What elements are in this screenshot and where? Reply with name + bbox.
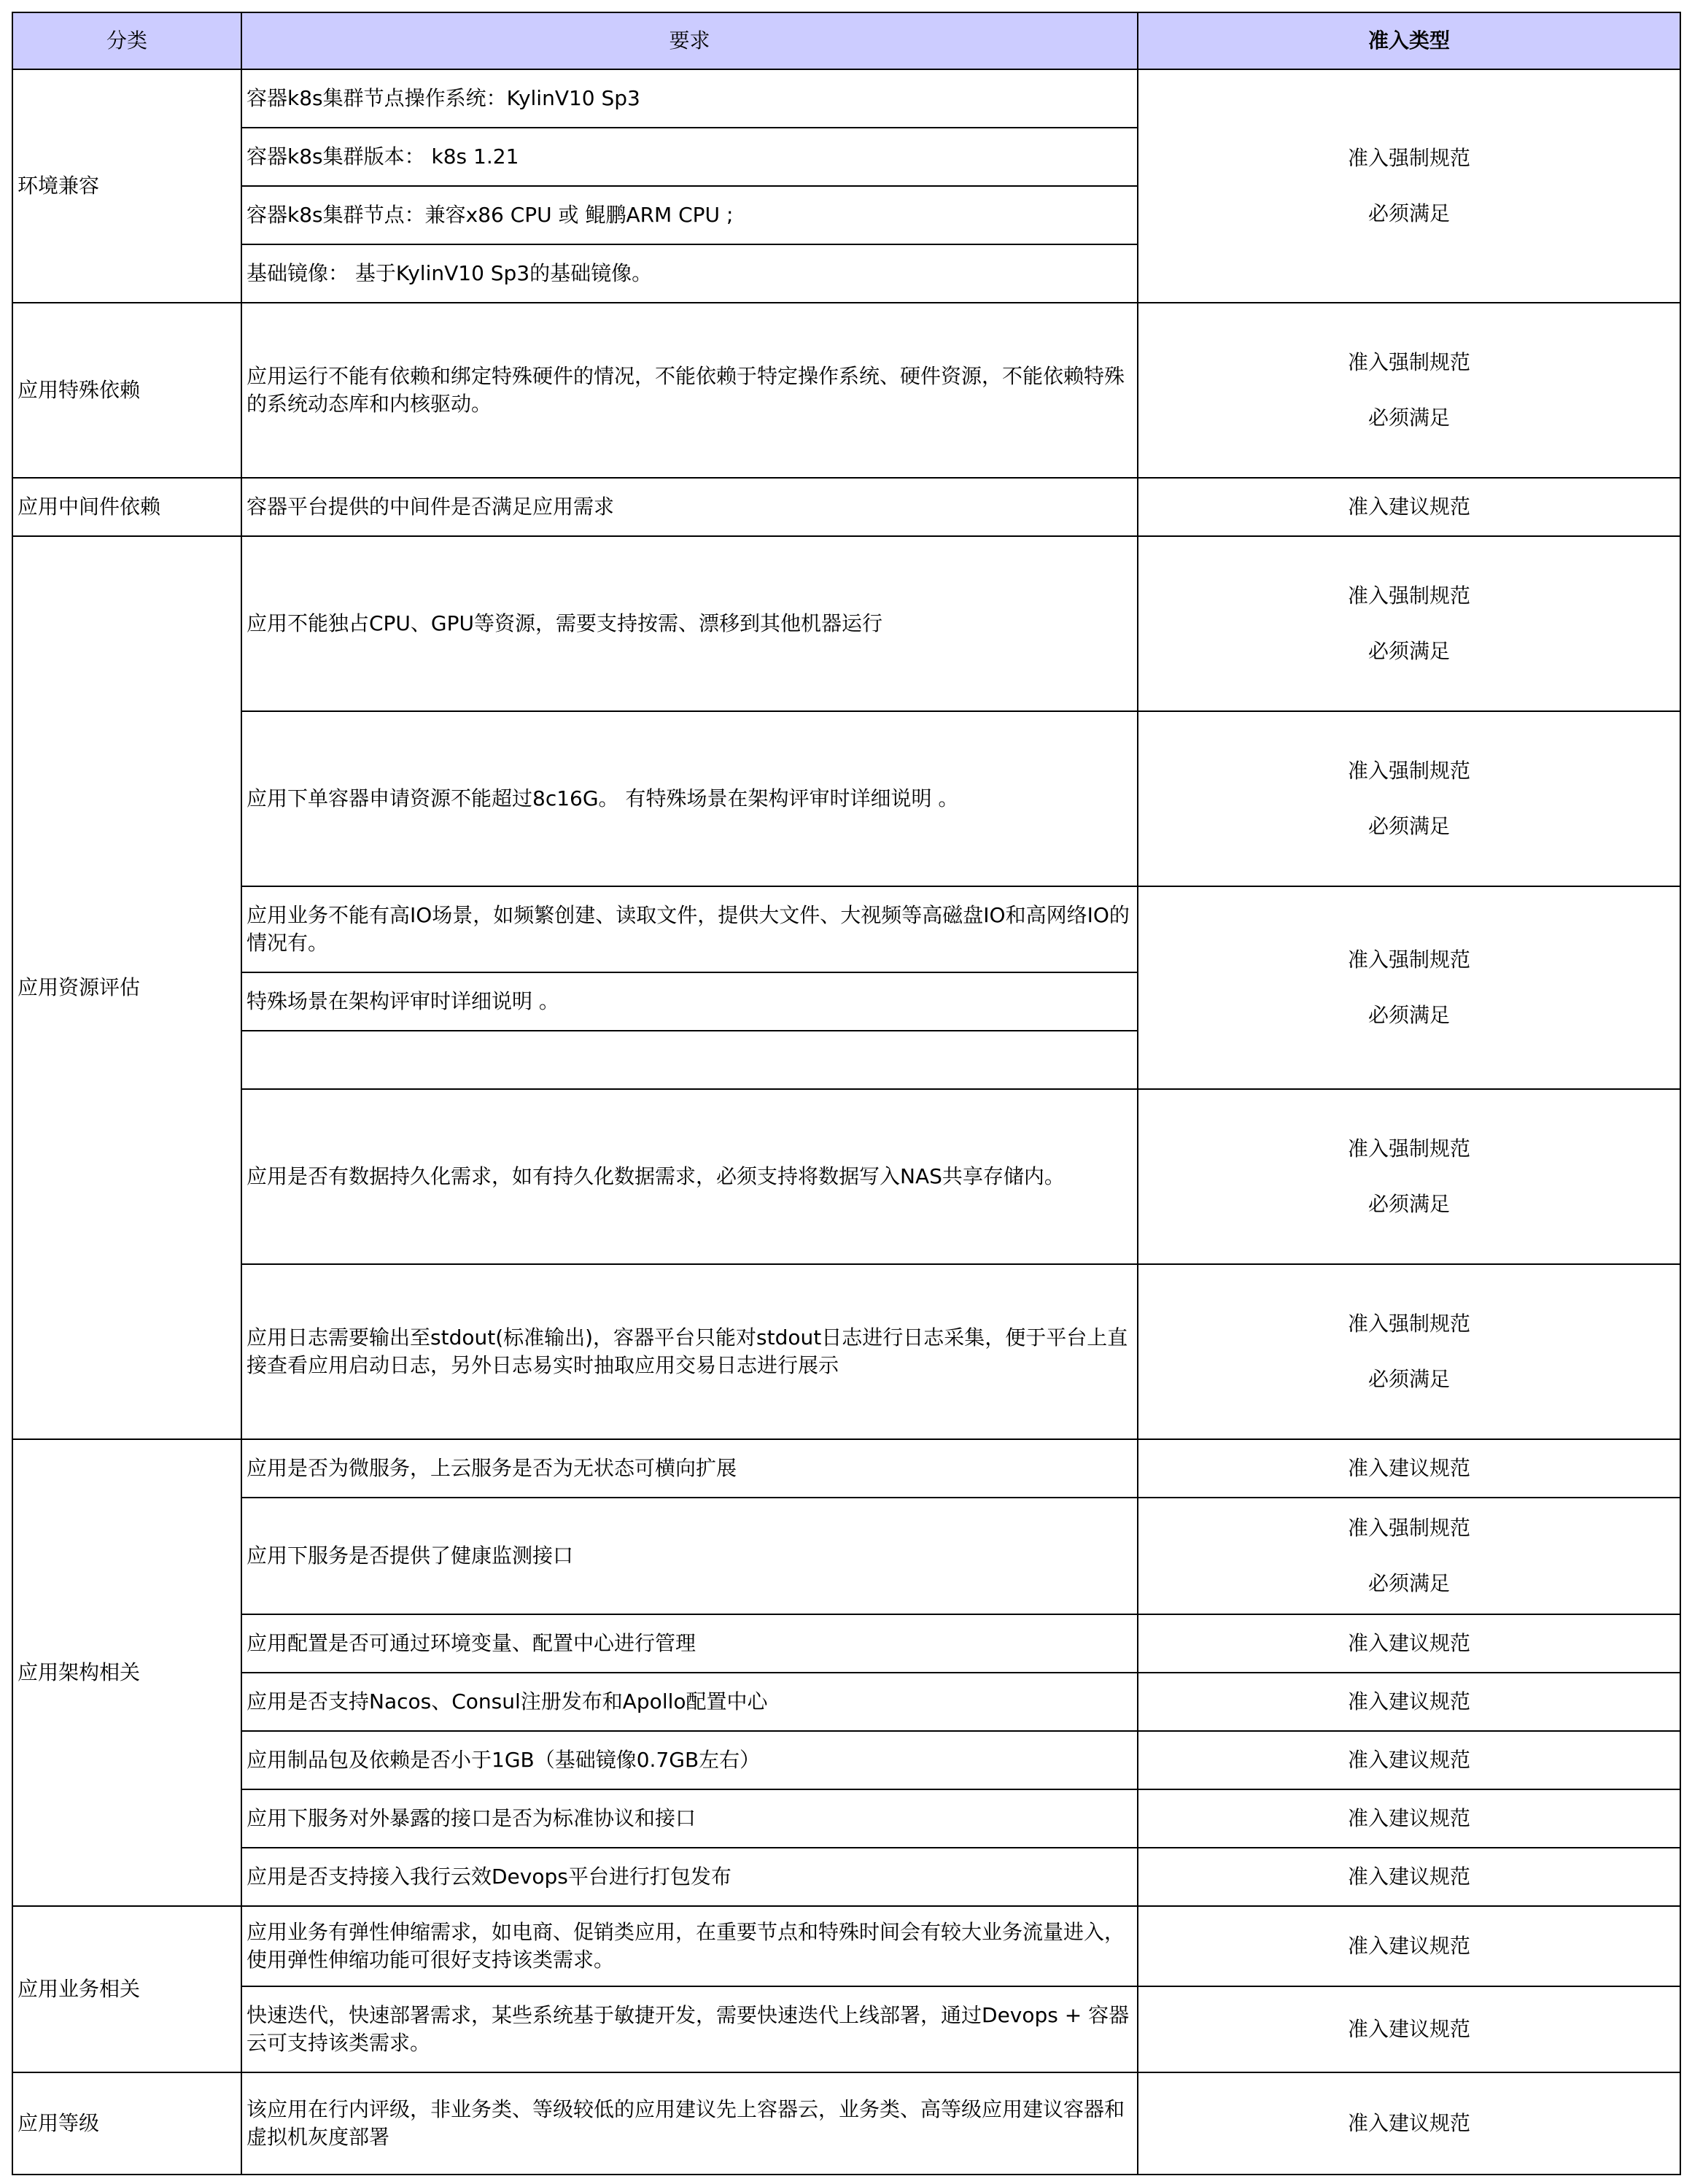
requirement-cell: 容器k8s集群节点操作系统：KylinV10 Sp3 <box>241 69 1138 128</box>
type-cell <box>1138 69 1680 303</box>
header-admission-type: 准入类型 <box>1138 12 1680 69</box>
table-row <box>12 1848 1680 1906</box>
table-row <box>12 1789 1680 1848</box>
requirement-cell: 应用配置是否可通过环境变量、配置中心进行管理 <box>241 1614 1138 1673</box>
type-cell: 准入建议规范 <box>1138 1986 1680 2072</box>
requirement-cell: 快速迭代，快速部署需求，某些系统基于敏捷开发，需要快速迭代上线部署，通过Devops + 容器云可支持该类需求。 <box>241 1986 1138 2072</box>
requirement-cell: 特殊场景在架构评审时详细说明 。 <box>241 972 1138 1031</box>
requirement-cell: 应用业务不能有高IO场景，如频繁创建、读取文件，提供大文件、大视频等高磁盘IO和高网络IO的情况有。 <box>241 886 1138 972</box>
type-cell: 准入建议规范 <box>1138 1789 1680 1848</box>
type-must: 必须满足 <box>1367 406 1450 430</box>
type-cell <box>1138 1089 1680 1264</box>
type-cell: 准入建议规范 <box>1138 1906 1680 1986</box>
requirement-cell: 应用制品包及依赖是否小于1GB（基础镜像0.7GB左右） <box>241 1731 1138 1789</box>
type-mandatory: 准入强制规范 <box>1347 146 1470 170</box>
table-row <box>12 711 1680 886</box>
requirement-cell: 应用日志需要输出至stdout(标准输出)，容器平台只能对stdout日志进行日志采集，便于平台上直接查看应用启动日志，另外日志易实时抽取应用交易日志进行展示 <box>241 1264 1138 1439</box>
type-mandatory: 准入强制规范 <box>1347 948 1470 972</box>
category-special: 应用特殊依赖 <box>12 303 241 478</box>
requirement-cell: 应用下服务是否提供了健康监测接口 <box>241 1498 1138 1614</box>
requirement-cell: 应用下服务对外暴露的接口是否为标准协议和接口 <box>241 1789 1138 1848</box>
table-row <box>12 1986 1680 2072</box>
table-row <box>12 1906 1680 1986</box>
type-cell: 准入建议规范 <box>1138 1731 1680 1789</box>
requirement-cell: 应用运行不能有依赖和绑定特殊硬件的情况，不能依赖于特定操作系统、硬件资源，不能依赖特殊的系统动态库和内核驱动。 <box>241 303 1138 478</box>
type-mandatory: 准入强制规范 <box>1347 1516 1470 1540</box>
requirement-cell: 基础镜像： 基于KylinV10 Sp3的基础镜像。 <box>241 244 1138 303</box>
requirement-cell: 应用是否有数据持久化需求，如有持久化数据需求，必须支持将数据写入NAS共享存储内。 <box>241 1089 1138 1264</box>
type-cell <box>1138 536 1680 711</box>
table-row <box>12 1731 1680 1789</box>
type-must: 必须满足 <box>1367 201 1450 225</box>
category-env: 环境兼容 <box>12 69 241 303</box>
type-must: 必须满足 <box>1367 1003 1450 1027</box>
type-mandatory: 准入强制规范 <box>1347 1312 1470 1336</box>
table-row <box>12 2072 1680 2175</box>
requirement-cell: 应用下单容器申请资源不能超过8c16G。 有特殊场景在架构评审时详细说明 。 <box>241 711 1138 886</box>
header-category: 分类 <box>12 12 241 69</box>
type-mandatory: 准入强制规范 <box>1347 350 1470 374</box>
header-requirement: 要求 <box>241 12 1138 69</box>
requirement-cell <box>241 1031 1138 1089</box>
category-resource: 应用资源评估 <box>12 536 241 1439</box>
table-row <box>12 303 1680 478</box>
requirement-cell: 应用业务有弹性伸缩需求，如电商、促销类应用，在重要节点和特殊时间会有较大业务流量进入，使用弹性伸缩功能可很好支持该类需求。 <box>241 1906 1138 1986</box>
requirement-cell: 容器k8s集群版本： k8s 1.21 <box>241 128 1138 186</box>
type-cell: 准入建议规范 <box>1138 1673 1680 1731</box>
admission-requirements-table <box>12 12 1681 2175</box>
table-row <box>12 1089 1680 1264</box>
type-cell: 准入建议规范 <box>1138 1614 1680 1673</box>
requirement-cell: 应用是否支持接入我行云效Devops平台进行打包发布 <box>241 1848 1138 1906</box>
type-must: 必须满足 <box>1367 1367 1450 1391</box>
type-cell: 准入建议规范 <box>1138 2072 1680 2175</box>
table-row <box>12 886 1680 972</box>
table-header-row <box>12 12 1680 69</box>
requirement-cell: 应用不能独占CPU、GPU等资源，需要支持按需、漂移到其他机器运行 <box>241 536 1138 711</box>
table-row <box>12 1498 1680 1614</box>
category-business: 应用业务相关 <box>12 1906 241 2072</box>
type-mandatory: 准入强制规范 <box>1347 1136 1470 1161</box>
category-level: 应用等级 <box>12 2072 241 2175</box>
type-cell <box>1138 711 1680 886</box>
type-must: 必须满足 <box>1367 1192 1450 1216</box>
type-cell: 准入建议规范 <box>1138 1848 1680 1906</box>
type-mandatory: 准入强制规范 <box>1347 759 1470 783</box>
table-row <box>12 1673 1680 1731</box>
table-row <box>12 69 1680 128</box>
requirement-cell: 应用是否支持Nacos、Consul注册发布和Apollo配置中心 <box>241 1673 1138 1731</box>
table-row <box>12 1614 1680 1673</box>
type-cell: 准入建议规范 <box>1138 478 1680 536</box>
type-cell <box>1138 1264 1680 1439</box>
type-cell: 准入建议规范 <box>1138 1439 1680 1498</box>
table-row <box>12 478 1680 536</box>
type-mandatory: 准入强制规范 <box>1347 584 1470 608</box>
requirement-cell: 容器k8s集群节点：兼容x86 CPU 或 鲲鹏ARM CPU ; <box>241 186 1138 244</box>
requirement-cell: 应用是否为微服务，上云服务是否为无状态可横向扩展 <box>241 1439 1138 1498</box>
category-arch: 应用架构相关 <box>12 1439 241 1906</box>
category-middleware: 应用中间件依赖 <box>12 478 241 536</box>
table-row <box>12 1439 1680 1498</box>
type-must: 必须满足 <box>1367 639 1450 663</box>
type-must: 必须满足 <box>1367 1571 1450 1595</box>
requirement-cell: 该应用在行内评级，非业务类、等级较低的应用建议先上容器云，业务类、高等级应用建议容器和虚拟机灰度部署 <box>241 2072 1138 2175</box>
type-cell <box>1138 303 1680 478</box>
requirement-cell: 容器平台提供的中间件是否满足应用需求 <box>241 478 1138 536</box>
table-row <box>12 536 1680 711</box>
type-must: 必须满足 <box>1367 814 1450 838</box>
type-cell <box>1138 1498 1680 1614</box>
type-cell <box>1138 886 1680 1089</box>
table-row <box>12 1264 1680 1439</box>
